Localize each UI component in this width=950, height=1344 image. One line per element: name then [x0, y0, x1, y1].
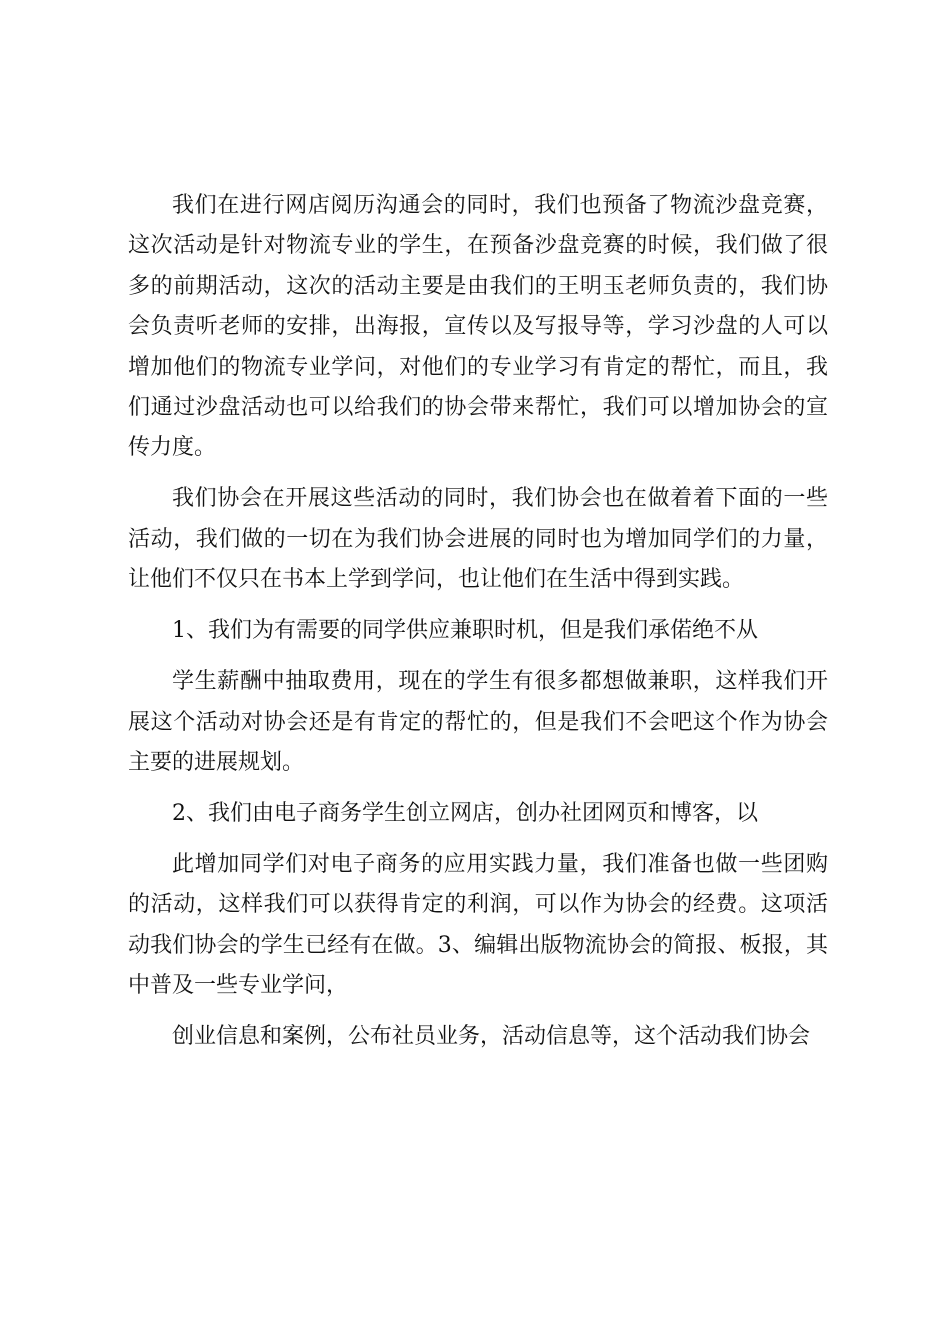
paragraph-association-activities: 我们协会在开展这些活动的同时，我们协会也在做着着下面的一些活动，我们做的一切在为我们协会进展的同时也为增加同学们的力量，让他们不仅只在书本上学到学问，也让他们在生活中得到实践。 [128, 486, 828, 593]
paragraph-item-2-heading: 2、我们由电子商务学生创立网店，创办社团网页和博客，以 [172, 801, 758, 827]
paragraph-item-1-heading: 1、我们为有需要的同学供应兼职时机，但是我们承偌绝不从 [172, 618, 758, 644]
paragraph-item-2-body: 此增加同学们对电子商务的应用实践力量，我们准备也做一些团购的活动，这样我们可以获得肯定的利润，可以作为协会的经费。这项活动我们协会的学生已经有在做。3、编辑出版物流协会的简报、板报，其中普及一些专业学问， [128, 852, 828, 999]
paragraph-logistics-sandtable: 我们在进行网店阅历沟通会的同时，我们也预备了物流沙盘竞赛，这次活动是针对物流专业的学生，在预备沙盘竞赛的时候，我们做了很多的前期活动，这次的活动主要是由我们的王明玉老师负责的，我们协会负责听老师的安排，出海报，宣传以及写报导等，学习沙盘的人可以增加他们的物流专业学问，对他们的专业学习有肯定的帮忙，而且，我们通过沙盘活动也可以给我们的协会带来帮忙，我们可以增加协会的宣传力度。 [128, 193, 828, 461]
paragraph-item-1-body: 学生薪酬中抽取费用，现在的学生有很多都想做兼职，这样我们开展这个活动对协会还是有肯定的帮忙的，但是我们不会吧这个作为协会主要的进展规划。 [128, 669, 828, 776]
document-body [128, 186, 828, 1068]
paragraph-item-3-body: 创业信息和案例，公布社员业务，活动信息等，这个活动我们协会 [172, 1024, 811, 1050]
